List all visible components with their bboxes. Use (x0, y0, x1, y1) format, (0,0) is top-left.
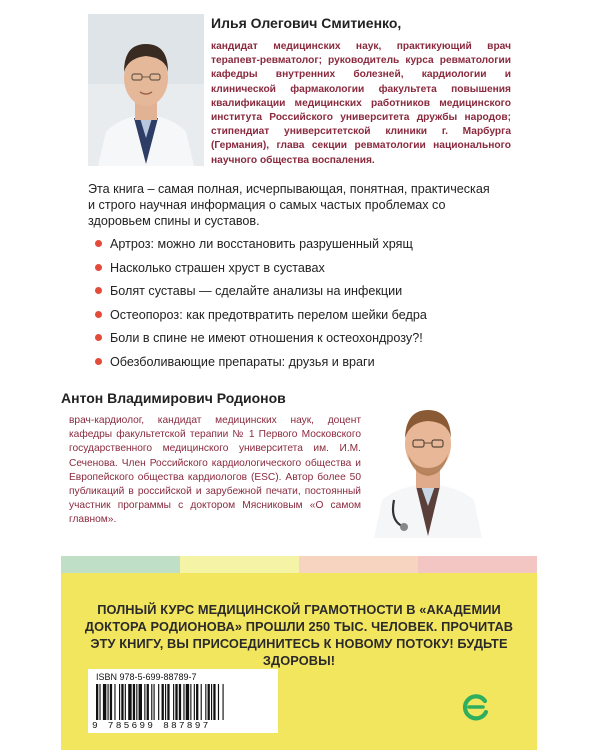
bullet-dot-icon (95, 334, 102, 341)
list-item-text: Остеопороз: как предотвратить перелом шейки бедра (110, 307, 427, 322)
author2-bio: врач-кардиолог, кандидат медицинских наук, доцент кафедры факультетской терапии № 1 Первого Московского государственного медицинского университета им. И.М. Сеченова. Член Российского кардиологического общества и Европейского общества кардиологов (ESC). Автор более 50 публикаций в российской и зарубежной печати, постоянный участник программы с доктором Мясниковым «О самом главном». (69, 415, 361, 526)
barcode-bar (208, 684, 210, 720)
author2-name: Антон Владимирович Родионов (61, 390, 286, 406)
barcode-bar (139, 684, 142, 720)
barcode-bar (114, 684, 115, 720)
list-item (95, 354, 495, 378)
barcode-bar (196, 684, 198, 720)
barcode-bar (154, 684, 155, 720)
barcode-bar (119, 684, 120, 720)
bullet-dot-icon (95, 287, 102, 294)
promo-panel (61, 573, 537, 750)
list-item-text: Боли в спине не имеют отношения к остеохондрозу?! (110, 331, 423, 345)
barcode-bar (103, 684, 106, 720)
list-item-text: Обезболивающие препараты: друзья и враги (110, 354, 375, 369)
barcode-bar (108, 684, 109, 720)
barcode-bar (136, 684, 137, 720)
barcode-bar (179, 684, 181, 720)
bullet-dot-icon (95, 264, 102, 271)
list-item (95, 236, 495, 260)
barcode-bar (194, 684, 195, 720)
barcode-bar (162, 684, 164, 720)
stripe-pink (418, 556, 537, 573)
stripe-green (61, 556, 180, 573)
barcode-bar (151, 684, 152, 720)
barcode-bar (110, 684, 112, 720)
bullet-dot-icon (95, 240, 102, 247)
list-item-text: Насколько страшен хруст в суставах (110, 260, 325, 275)
ean-digits: 9 785699 887897 (92, 720, 211, 731)
author1-bio: кандидат медицинских наук, практикующий врач терапевт-ревматолог; руководитель курса ревматологии кафедры внутренних болезней, кардиологии и клинической фармакологии факультета повышения квалификации медицинских работников медицинского института Российского университета дружбы народов; стипендиат университетской клиники г. Марбурга (Германия), глава секции ревматологии национального научного общества воспаления. (211, 41, 511, 166)
barcode-bar (125, 684, 126, 720)
author1-block (211, 14, 511, 168)
barcode-bar (211, 684, 212, 720)
author2-block (61, 389, 361, 528)
list-item (95, 307, 495, 331)
topics-list (95, 236, 495, 377)
barcode-bar (158, 684, 159, 720)
barcode-bar (223, 684, 224, 720)
eksmo-logo-icon (461, 692, 491, 722)
list-item (95, 283, 495, 307)
decorative-stripes (61, 556, 537, 573)
barcode-bar (190, 684, 191, 720)
barcode-bar (175, 684, 177, 720)
author2-photo (366, 388, 490, 538)
bullet-dot-icon (95, 358, 102, 365)
promo-text: ПОЛНЫЙ КУРС МЕДИЦИНСКОЙ ГРАМОТНОСТИ В «АКАДЕМИИ ДОКТОРА РОДИОНОВА» ПРОШЛИ 250 ТЫС. ЧЕЛОВЕК. ПРОЧИТАВ ЭТУ КНИГУ, ВЫ ПРИСОЕДИНИТЕСЬ К НОВОМУ ПОТОКУ! БУДЬТЕ ЗДОРОВЫ! (84, 602, 514, 668)
author1-photo (88, 14, 204, 166)
barcode-bar (173, 684, 174, 720)
book-description: Эта книга – самая полная, исчерпывающая, понятная, практическая и строго научная информация о самых частых проблемах со здоровьем спины и суставов. (88, 182, 490, 228)
barcode-bar (167, 684, 169, 720)
barcode-bar (144, 684, 145, 720)
barcode-bar (186, 684, 189, 720)
stripe-yellow (180, 556, 299, 573)
barcode-bars (96, 684, 270, 720)
list-item (95, 260, 495, 284)
stripe-peach (299, 556, 418, 573)
barcode-bar (201, 684, 202, 720)
barcode-bar (147, 684, 149, 720)
isbn-text: ISBN 978-5-699-88789-7 (96, 672, 197, 682)
barcode-bar (99, 684, 100, 720)
barcode-bar (128, 684, 131, 720)
author1-name: Илья Олегович Смитиенко, (211, 15, 402, 31)
barcode-bar (218, 684, 219, 720)
barcode-bar (165, 684, 166, 720)
barcode (88, 669, 278, 733)
barcode-bar (133, 684, 135, 720)
barcode-bar (205, 684, 206, 720)
bullet-dot-icon (95, 311, 102, 318)
barcode-bar (121, 684, 123, 720)
barcode-bar (213, 684, 215, 720)
barcode-bar (96, 684, 98, 720)
barcode-bar (183, 684, 184, 720)
list-item-text: Болят суставы — сделайте анализы на инфекции (110, 284, 403, 298)
list-item (95, 330, 495, 354)
list-item-text: Артроз: можно ли восстановить разрушенный хрящ (110, 237, 413, 251)
